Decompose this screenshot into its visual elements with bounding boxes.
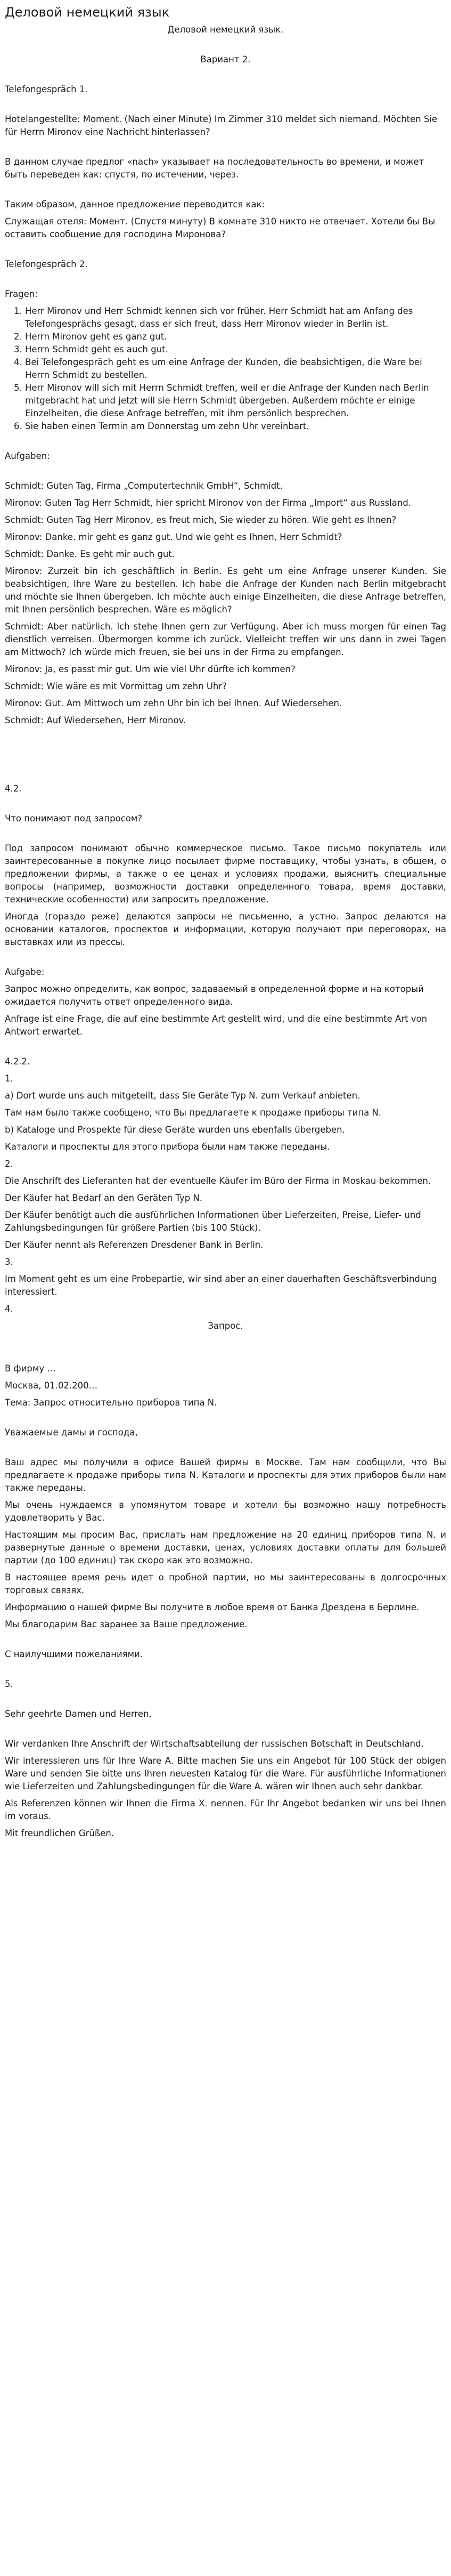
item-line: Die Anschrift des Lieferanten hat der eventuelle Käufer im Büro der Firma in Moskau bekommen. xyxy=(5,1176,431,1186)
dialog-line: Schmidt: Auf Wiedersehen, Herr Mironov. xyxy=(5,715,186,725)
item-line: b) Kataloge und Prospekte für diese Geräte wurden uns ebenfalls übergeben. xyxy=(5,1125,345,1135)
section1-paragraph: Таким образом, данное предложение переводится как: xyxy=(5,199,265,209)
item-number: 1. xyxy=(5,1073,13,1084)
section5-closing: Mit freundlichen Grüßen. xyxy=(5,1828,114,1838)
list-item: 4. Bei Telefongespräch geht es um eine Anfrage der Kunden, die beabsichtigen, die Ware bei Herrn Schmidt zu bestellen. xyxy=(25,356,446,382)
section5-heading: 5. xyxy=(5,1679,13,1689)
dialog-line: Mironov: Danke. mir geht es ganz gut. Und wie geht es Ihnen, Herr Schmidt? xyxy=(5,532,342,542)
dialog-line: Schmidt: Guten Tag Herr Mironov, es freut mich, Sie wieder zu hören. Wie geht es Ihnen? xyxy=(5,515,397,525)
letter-paragraph: Мы благодарим Вас заранее за Ваше предложение. xyxy=(5,1619,248,1629)
section1-paragraph: Служащая отеля: Момент. (Спустя минуту) В комнате 310 никто не отвечает. Хотели бы Вы оставить сообщение для господина Миронова? xyxy=(5,216,436,239)
item-number: 2. xyxy=(5,1159,13,1169)
dialog-line: Schmidt: Wie wäre es mit Vormittag um zehn Uhr? xyxy=(5,681,227,691)
letter-paragraph: Информацию о нашей фирме Вы получите в любое время от Банка Дрездена в Берлине. xyxy=(5,1602,420,1612)
dialog-line: Schmidt: Guten Tag, Firma „Computertechnik GmbH“, Schmidt. xyxy=(5,481,283,491)
section42-paragraph: Иногда (гораздо реже) делаются запросы не письменно, а устно. Запрос делаются на основании каталогов, проспектов и информации, которую получают при переговорах, на выставках или из прессы. xyxy=(5,911,446,947)
aufgabe-label: Aufgabe: xyxy=(5,967,45,977)
dialog-line: Mironov: Guten Tag Herr Schmidt, hier spricht Mironov von der Firma „Import“ aus Russland. xyxy=(5,498,412,508)
section42-heading: 4.2. xyxy=(5,784,22,794)
dialog-line: Mironov: Gut. Am Mittwoch um zehn Uhr bin ich bei Ihnen. Auf Wiedersehen. xyxy=(5,698,342,708)
letter-recipient: В фирму … xyxy=(5,1363,56,1374)
list-item: 1. Herr Mironov und Herr Schmidt kennen sich vor früher. Herr Schmidt hat am Anfang des Telefongesprächs gesagt, dass er sich freut, dass Herr Mironov wieder in Berlin ist. xyxy=(25,305,446,330)
item-line: Der Käufer benötigt auch die ausführlichen Informationen über Lieferzeiten, Preise, Liefer- und Zahlungsbedingungen für größere Partien (bis 100 Stück). xyxy=(5,1210,421,1233)
letter-paragraph: В настоящее время речь идет о пробной партии, но мы заинтересованы в долгосрочных торговых связях. xyxy=(5,1572,446,1595)
item-line: a) Dort wurde uns auch mitgeteilt, dass Sie Geräte Typ N. zum Verkauf anbieten. xyxy=(5,1091,360,1101)
questions-list xyxy=(5,305,446,433)
letter-paragraph: Настоящим мы просим Вас, прислать нам предложение на 20 единиц приборов типа N. и развернутые данные о времени доставки, ценах, условиях доставки оплаты для большей партии (до 100 единиц) так скоро как это возможно. xyxy=(5,1530,446,1565)
letter-heading: Запрос. xyxy=(208,1321,243,1331)
section5-greeting: Sehr geehrte Damen und Herren, xyxy=(5,1709,152,1719)
letter-date: Москва, 01.02.200… xyxy=(5,1380,98,1391)
dialog-line: Schmidt: Aber natürlich. Ich stehe Ihnen gern zur Verfügung. Aber ich muss morgen für einen Tag dienstlich verreisen. Übermorgen komme ich zurück. Vielleicht treffen wir uns dann in zwei Tagen am Mittwoch? Ich würde mich freuen, sie bei uns in der Firma zu empfangen. xyxy=(5,621,446,657)
section5-paragraph: Wir verdanken Ihre Anschrift der Wirtschaftsabteilung der russischen Botschaft in Deutschland. xyxy=(5,1739,424,1749)
section422-heading: 4.2.2. xyxy=(5,1056,30,1067)
letter-greeting: Уважаемые дамы и господа, xyxy=(5,1427,138,1438)
section5-paragraph: Wir interessieren uns für Ihre Ware A. Bitte machen Sie uns ein Angebot für 100 Stück der obigen Ware und senden Sie bitte uns Ihren neuesten Katalog für die Ware. Für ausführliche Informationen wie Lieferzeiten und Zahlungsbedingungen für die Ware A. wären wir Ihnen auch sehr dankbar. xyxy=(5,1756,446,1791)
section42-paragraph: Под запросом понимают обычно коммерческое письмо. Такое письмо покупатель или заинтересованные в покупке лицо посылает фирме поставщику, чтобы узнать, в общем, о предложении фирмы, а также о ее ценах и условиях продажи, выяснить специальные вопросы (например, возможности доставки определенного товара, время доставки, технические особенности) или запросить предложение. xyxy=(5,843,446,905)
item-line: Der Käufer hat Bedarf an den Geräten Typ N. xyxy=(5,1193,203,1203)
dialog-line: Mironov: Ja, es passt mir gut. Um wie viel Uhr dürfte ich kommen? xyxy=(5,664,296,674)
variant-label: Вариант 2. xyxy=(200,54,251,64)
item-number: 3. xyxy=(5,1257,13,1267)
header-center: Деловой немецкий язык. xyxy=(167,25,284,35)
document-title: Деловой немецкий язык xyxy=(5,5,170,20)
dialog-line: Schmidt: Danke. Es geht mir auch gut. xyxy=(5,549,175,559)
aufgaben-label: Aufgaben: xyxy=(5,451,50,461)
item-line: Там нам было также сообщено, что Вы предлагаете к продаже приборы типа N. xyxy=(5,1108,382,1118)
section2-heading: Telefongespräch 2. xyxy=(5,259,88,269)
item-line: Der Käufer nennt als Referenzen Dresdener Bank in Berlin. xyxy=(5,1240,264,1250)
section1-paragraph: В данном случае предлог «nach» указывает на последовательность во времени, и может быть переведен как: спустя, по истечении, через. xyxy=(5,157,424,180)
item-line: Каталоги и проспекты для этого прибора были нам также переданы. xyxy=(5,1142,330,1152)
aufgabe-paragraph: Anfrage ist eine Frage, die auf eine bestimmte Art gestellt wird, und die eine bestimmte Art von Antwort erwartet. xyxy=(5,1014,428,1037)
aufgabe-paragraph: Запрос можно определить, как вопрос, задаваемый в определенной форме и на который ожидается получить ответ определенного вида. xyxy=(5,984,424,1007)
list-item: 6. Sie haben einen Termin am Donnerstag um zehn Uhr vereinbart. xyxy=(25,420,446,433)
item-line: Im Moment geht es um eine Probepartie, wir sind aber an einer dauerhaften Geschäftsverbindung interessiert. xyxy=(5,1274,437,1297)
dialog-line: Mironov: Zurzeit bin ich geschäftlich in Berlin. Es geht um eine Anfrage unserer Kunden. Sie beabsichtigen, Ihre Ware zu bestellen. Ich habe die Anfrage der Kunden nach Berlin mitgebracht und möchte sie Ihnen übergeben. Ich möchte auch einige Einzelheiten, die diese Anfrage betreffen, mit Ihnen persönlich besprechen. Wäre es möglich? xyxy=(5,566,446,615)
letter-closing: С наилучшими пожеланиями. xyxy=(5,1649,143,1659)
section1-heading: Telefongespräch 1. xyxy=(5,84,88,94)
letter-subject: Тема: Запрос относительно приборов типа N. xyxy=(5,1398,217,1408)
section42-question: Что понимают под запросом? xyxy=(5,813,143,823)
section5-paragraph: Als Referenzen können wir Ihnen die Firma X. nennen. Für Ihr Angebot bedanken wir uns bei Ihnen im voraus. xyxy=(5,1798,446,1821)
list-item: 2. Herrn Mironov geht es ganz gut. xyxy=(25,330,446,343)
list-item: 5. Herr Mironov will sich mit Herrn Schmidt treffen, weil er die Anfrage der Kunden nach Berlin mitgebracht hat und jetzt will sie Herrn Schmidt übergeben. Außerdem möchte er einige Einzelheiten, die diese Anfrage betreffen, mit ihm persönlich besprechen. xyxy=(25,382,446,420)
letter-paragraph: Ваш адрес мы получили в офисе Вашей фирмы в Москве. Там нам сообщили, что Вы предлагаете к продаже приборы типа N. Каталоги и проспекты для этих приборов были нам также переданы. xyxy=(5,1457,446,1493)
section1-paragraph: Hotelangestellte: Moment. (Nach einer Minute) Im Zimmer 310 meldet sich niemand. Möchten Sie für Herrn Mironov eine Nachricht hinterlassen? xyxy=(5,114,438,137)
letter-paragraph: Мы очень нуждаемся в упомянутом товаре и хотели бы возможно нашу потребность удовлетворить у Вас. xyxy=(5,1500,446,1523)
list-item: 3. Herrn Schmidt geht es auch gut. xyxy=(25,343,446,356)
fragen-label: Fragen: xyxy=(5,289,38,299)
item-number: 4. xyxy=(5,1304,13,1314)
